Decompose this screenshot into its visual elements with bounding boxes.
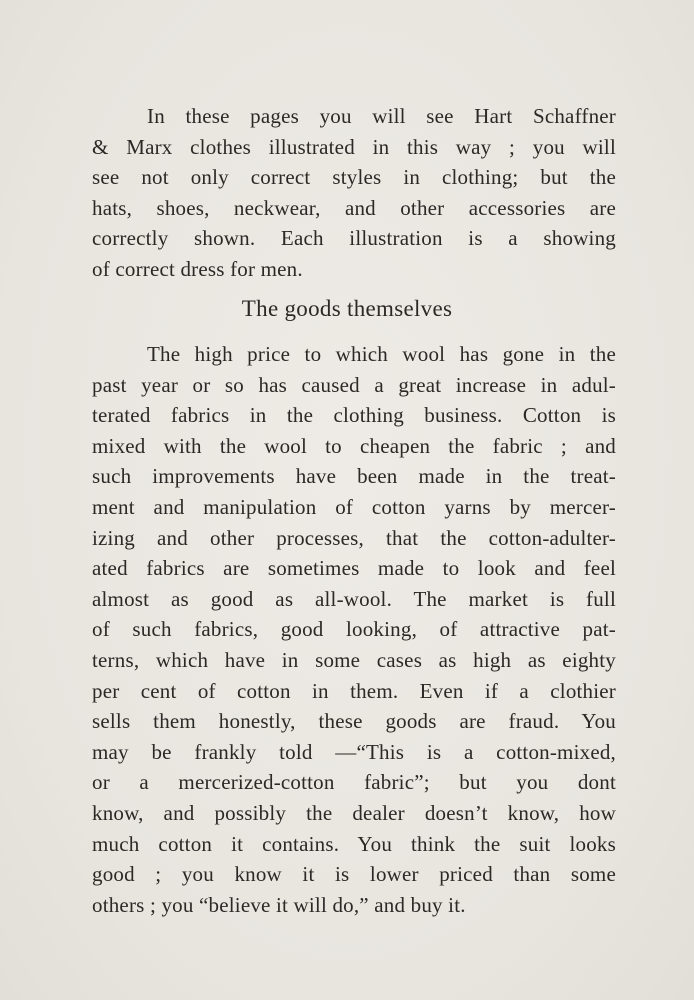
body-line: of such fabrics, good looking, of attractive pat-: [92, 617, 616, 642]
body-line: The high price to which wool has gone in the: [147, 342, 616, 366]
section-heading: The goods themselves: [241, 296, 453, 321]
body-line: ment and manipulation of cotton yarns by mercer-: [92, 494, 616, 519]
body-line: or a mercerized-cotton fabric”; but you dont: [92, 770, 616, 795]
body-line: terated fabrics in the clothing business. Cotton is: [92, 403, 616, 428]
body-line: good ; you know it is lower priced than some: [92, 862, 616, 887]
intro-line: see not only correct styles in clothing; but the: [92, 165, 616, 190]
intro-paragraph: [92, 101, 616, 285]
body-line: much cotton it contains. You think the suit looks: [92, 831, 616, 856]
body-line: past year or so has caused a great increase in adul-: [92, 372, 616, 397]
body-line: ated fabrics are sometimes made to look and feel: [92, 556, 616, 581]
body-line: sells them honestly, these goods are fraud. You: [92, 709, 616, 734]
body-line: terns, which have in some cases as high as eighty: [92, 647, 616, 672]
body-line: izing and other processes, that the cotton-adulter-: [92, 525, 616, 550]
intro-line: correctly shown. Each illustration is a showing: [92, 226, 616, 251]
body-paragraph: [92, 339, 616, 920]
body-line: mixed with the wool to cheapen the fabric ; and: [92, 433, 616, 458]
body-line: almost as good as all-wool. The market is full: [92, 586, 616, 611]
body-line: per cent of cotton in them. Even if a clothier: [92, 678, 616, 703]
intro-line: & Marx clothes illustrated in this way ; you will: [92, 134, 616, 159]
body-line: such improvements have been made in the treat-: [92, 464, 616, 489]
intro-line: hats, shoes, neckwear, and other accessories are: [92, 195, 616, 220]
intro-line: In these pages you will see Hart Schaffner: [147, 104, 616, 128]
body-line: others ; you “believe it will do,” and buy it.: [92, 892, 466, 917]
intro-line: of correct dress for men.: [92, 256, 303, 281]
body-line: know, and possibly the dealer doesn’t know, how: [92, 800, 616, 825]
body-line: may be frankly told —“This is a cotton-mixed,: [92, 739, 616, 764]
